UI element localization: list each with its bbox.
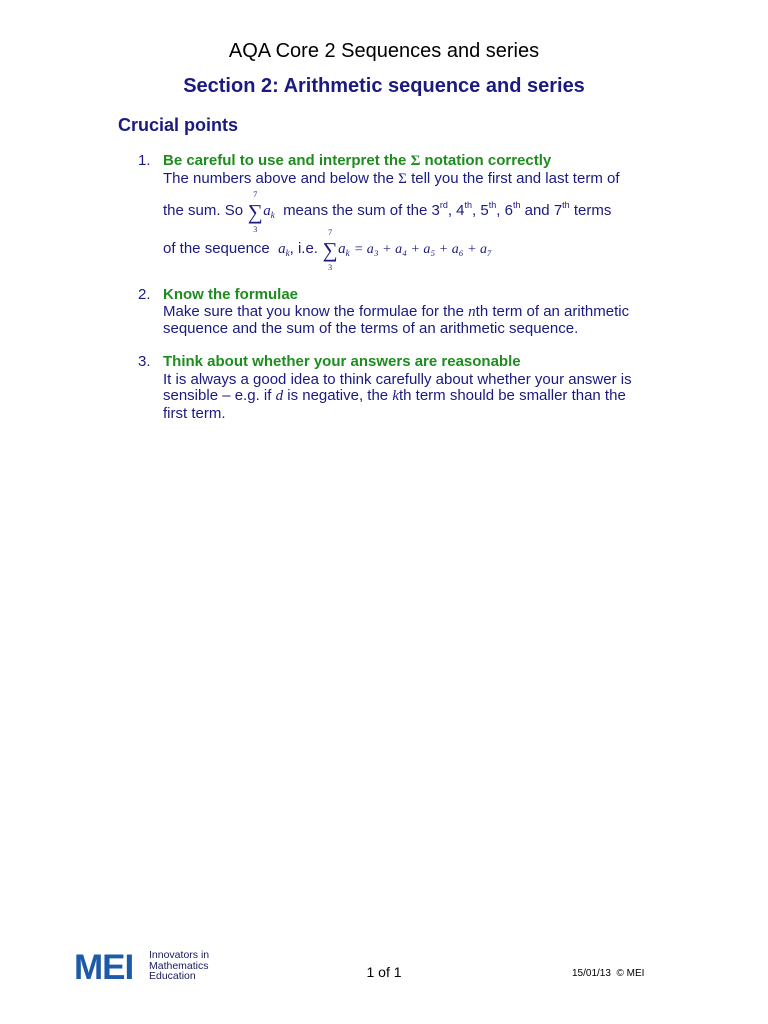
mei-logo-mark: MEI — [74, 948, 134, 987]
point-3-line-3: first term. — [163, 405, 226, 422]
sigma-symbol: Σ — [398, 171, 407, 187]
point-1-line-2: the sum. So ∑ 7 3 $a_k$ means the sum of the 3rd, 4th, 5th, 6th and 7th terms — [163, 190, 612, 234]
sum-expansion: = a₃ + a₄ + a₅ + a₆ + a₇ — [353, 242, 492, 257]
section-title: Section 2: Arithmetic sequence and series — [183, 75, 585, 97]
point-3-line-2: sensible – e.g. if d is negative, the kth term should be smaller than the — [163, 387, 626, 404]
footer-date: 15/01/13 © MEI — [572, 968, 645, 979]
point-1-line-1: The numbers above and below the Σ tell you the first and last term of — [163, 170, 620, 187]
point-3-line-1: It is always a good idea to think carefully about whether your answer is — [163, 371, 632, 388]
point-1-number: 1. — [138, 152, 151, 169]
point-2-number: 2. — [138, 286, 151, 303]
mei-logo-text: Innovators in Mathematics Education — [149, 949, 210, 982]
document-title: AQA Core 2 Sequences and series — [228, 40, 540, 62]
sigma-symbol: Σ — [410, 153, 421, 169]
point-1-heading: Be careful to use and interpret the Σ notation correctly — [163, 152, 552, 169]
point-2-heading: Know the formulae — [163, 286, 299, 303]
point-3-heading: Think about whether your answers are reasonable — [163, 353, 521, 370]
point-3-number: 3. — [138, 353, 151, 370]
summation-symbol: ∑ 7 3 — [247, 190, 263, 234]
point-1-line-3: of the sequence $a_k$, i.e. ∑ 7 3 $a_k = a_3 + a_4 + a_5 + a_6 + a_7$ — [163, 228, 492, 272]
point-2-line-1: Make sure that you know the formulae for the nth term of an arithmetic — [163, 303, 630, 320]
crucial-points-heading: Crucial points — [118, 115, 239, 135]
summation-symbol: ∑ 7 3 — [322, 228, 338, 272]
point-2-line-2: sequence and the sum of the terms of an arithmetic sequence. — [163, 320, 579, 337]
page-number: 1 of 1 — [366, 964, 402, 980]
